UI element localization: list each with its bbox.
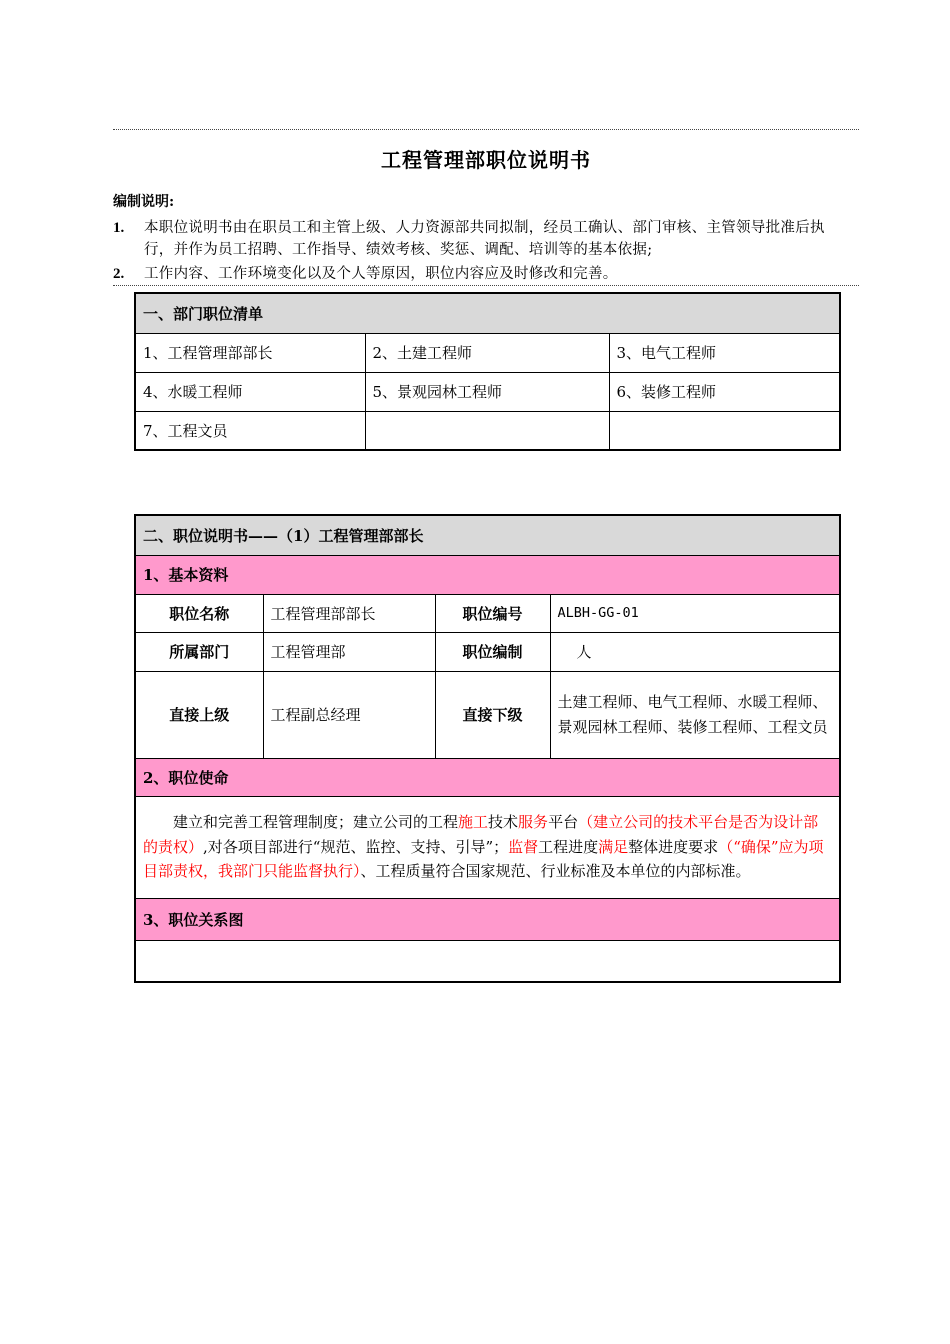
position-cell: 7、工程文员 (135, 411, 365, 450)
position-cell: 4、水暖工程师 (135, 372, 365, 411)
mission-text (135, 796, 840, 898)
position-cell: 1、工程管理部部长 (135, 333, 365, 372)
instruction-item (113, 217, 853, 261)
instruction-item (113, 263, 853, 285)
headcount-label: 职位编制 (435, 632, 550, 671)
mission-segment-remark: （建立公司的技术平台是否为设计部的责权） (143, 813, 819, 856)
department-label: 所属部门 (135, 632, 263, 671)
position-name-label: 职位名称 (135, 594, 263, 632)
position-cell: 5、景观园林工程师 (365, 372, 609, 411)
mission-segment: 、工程质量符合国家规范、行业标准及本单位的内部标准。 (360, 862, 751, 881)
direct-subordinate-label: 直接下级 (435, 671, 550, 758)
instructions-heading: 编制说明: (113, 194, 175, 210)
mission-segment: 整体进度要求 (628, 837, 719, 856)
mission-segment: ,对各项目部进行“规范、监控、支持、引导”； (203, 837, 509, 856)
position-cell (609, 411, 840, 450)
page-title: 工程管理部职位说明书 (381, 148, 591, 172)
position-cell: 6、装修工程师 (609, 372, 840, 411)
instruction-number: 1. (113, 220, 125, 236)
basic-info-header: 1、基本资料 (135, 555, 840, 594)
mission-segment-remark: 监督 (508, 837, 539, 856)
position-list-table (134, 292, 841, 451)
position-name-value: 工程管理部部长 (263, 594, 435, 632)
relation-chart-header: 3、职位关系图 (135, 898, 840, 940)
direct-superior-value: 工程副总经理 (263, 671, 435, 758)
mission-header: 2、职位使命 (135, 758, 840, 796)
position-description-table (134, 514, 841, 983)
instructions-bottom-rule (113, 285, 859, 286)
mission-segment-remark: 施工 (458, 813, 489, 832)
mission-segment: 平台 (548, 813, 579, 832)
position-cell: 3、电气工程师 (609, 333, 840, 372)
mission-segment-remark: （“确保”应为项目部责权，我部门只能监督执行） (143, 837, 824, 881)
relation-chart-body (135, 940, 840, 982)
mission-segment: 技术 (488, 813, 519, 832)
position-code-value: ALBH-GG-01 (550, 594, 840, 632)
direct-subordinate-value: 土建工程师、电气工程师、水暖工程师、景观园林工程师、装修工程师、工程文员 (550, 671, 840, 758)
instruction-number: 2. (113, 266, 125, 282)
position-cell (365, 411, 609, 450)
mission-segment: 建立和完善工程管理制度；建立公司的工程 (173, 813, 459, 832)
mission-segment: 工程进度 (538, 837, 599, 856)
instruction-text: 本职位说明书由在职员工和主管上级、人力资源部共同拟制，经员工确认、部门审核、主管领导批准后执行，并作为员工招聘、工作指导、绩效考核、奖惩、调配、培训等的基本依据; (144, 220, 825, 258)
headcount-value: 人 (550, 632, 840, 671)
section-header: 一、部门职位清单 (135, 293, 840, 333)
mission-segment-remark: 服务 (518, 813, 549, 832)
direct-superior-label: 直接上级 (135, 671, 263, 758)
mission-segment-remark: 满足 (598, 837, 629, 856)
department-value: 工程管理部 (263, 632, 435, 671)
instruction-text: 工作内容、工作环境变化以及个人等原因，职位内容应及时修改和完善。 (144, 266, 618, 282)
section-header: 二、职位说明书——（1）工程管理部部长 (135, 515, 840, 555)
top-dotted-rule (113, 129, 859, 130)
position-code-label: 职位编号 (435, 594, 550, 632)
position-cell: 2、土建工程师 (365, 333, 609, 372)
